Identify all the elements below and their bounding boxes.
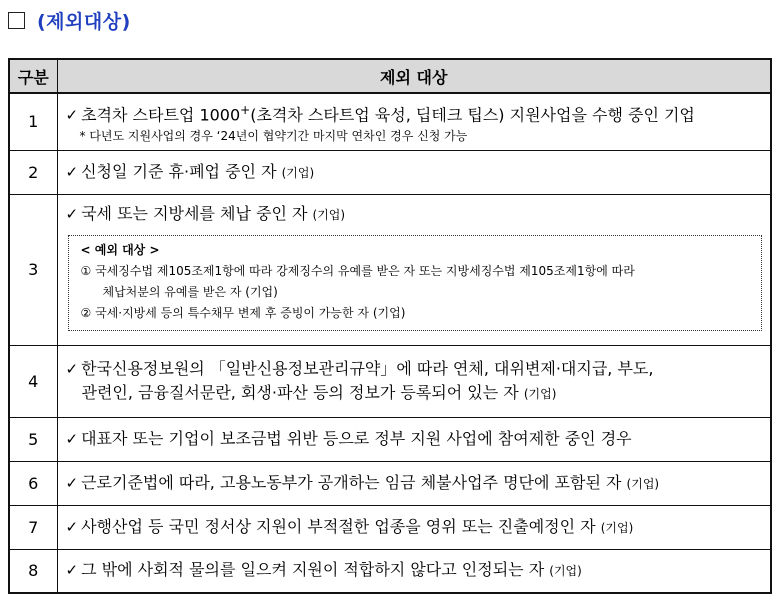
row-content (57, 549, 771, 593)
header-exclusion: 제외 대상 (57, 59, 771, 93)
exclusion-table (8, 58, 772, 594)
superscript-mark: + (240, 103, 251, 118)
row-number: 7 (9, 505, 57, 549)
row-suffix: (기업) (600, 520, 634, 535)
row-text: 그 밖에 사회적 물의를 일으켜 지원이 적합하지 않다고 인정되는 자 (81, 560, 545, 580)
row-text: 대표자 또는 기업이 보조금법 위반 등으로 정부 지원 사업에 참여제한 중인 경우 (81, 429, 632, 448)
table-row (9, 150, 771, 194)
table-row (9, 93, 771, 150)
exception-item-2: ② 국세·지방세 등의 특수채무 변제 후 증빙이 가능한 자 (기업) (80, 306, 406, 320)
check-icon: ✓ (65, 205, 79, 223)
row-text: 한국신용정보원의 「일반신용정보관리규약」에 따라 연체, 대위변제·대지급, 부도, (81, 358, 654, 378)
row-number: 6 (9, 461, 57, 505)
row-content (57, 505, 771, 549)
row-text: 사행산업 등 국민 정서상 지원이 부적절한 업종을 영위 또는 진출예정인 자 (81, 516, 596, 536)
row-text: 초격차 스타트업 1000 (81, 105, 241, 125)
row-text: 국세 또는 지방세를 체납 중인 자 (81, 204, 308, 223)
row-content (57, 150, 771, 194)
row-suffix: (기업) (523, 386, 557, 401)
checkbox-icon (8, 12, 25, 29)
table-row (9, 417, 771, 461)
row-content (57, 417, 771, 461)
row-note: * 다년도 지원사업의 경우 ‘24년이 협약기간 마지막 연차인 경우 신청 가능 (79, 129, 468, 144)
exception-item-1: ① 국세징수법 제105조제1항에 따라 강제징수의 유예를 받은 자 또는 지방세징수법 제105조제1항에 따라 (80, 264, 635, 278)
check-icon: ✓ (65, 430, 79, 448)
row-suffix: (기업) (626, 476, 660, 491)
row-number: 5 (9, 417, 57, 461)
exception-item-1-cont: 체납처분의 유예를 받은 자 (기업) (102, 285, 278, 299)
row-text-cont: (초격차 스타트업 육성, 딥테크 팁스) 지원사업을 수행 중인 기업 (250, 105, 695, 125)
exception-box (68, 235, 763, 331)
row-number: 3 (9, 194, 57, 345)
row-content (57, 194, 771, 345)
row-suffix: (기업) (312, 208, 346, 222)
check-icon: ✓ (65, 473, 79, 492)
exception-title: < 예외 대상 > (80, 243, 160, 257)
row-number: 2 (9, 150, 57, 194)
row-suffix: (기업) (281, 165, 315, 180)
check-icon: ✓ (65, 359, 79, 378)
table-row (9, 345, 771, 417)
row-text: 신청일 기준 휴·폐업 중인 자 (81, 161, 277, 181)
row-text: 근로기준법에 따라, 고용노동부가 공개하는 임금 체불사업주 명단에 포함된 자 (81, 472, 622, 492)
row-number: 1 (9, 93, 57, 150)
table-row (9, 505, 771, 549)
table-row (9, 461, 771, 505)
table-row (9, 549, 771, 593)
table-row (9, 194, 771, 345)
check-icon: ✓ (65, 106, 79, 125)
check-icon: ✓ (65, 517, 79, 536)
row-text-cont: 관련인, 금융질서문란, 회생·파산 등의 정보가 등록되어 있는 자 (81, 382, 519, 402)
check-icon: ✓ (65, 162, 79, 181)
row-suffix: (기업) (549, 564, 582, 579)
section-heading (8, 6, 131, 34)
heading-title: (제외대상) (37, 10, 131, 33)
row-content (57, 461, 771, 505)
row-content (57, 345, 771, 417)
row-content (57, 93, 771, 150)
row-number: 8 (9, 549, 57, 593)
table-header-row (9, 59, 771, 93)
check-icon: ✓ (65, 561, 79, 580)
header-category: 구분 (9, 59, 57, 93)
row-number: 4 (9, 345, 57, 417)
